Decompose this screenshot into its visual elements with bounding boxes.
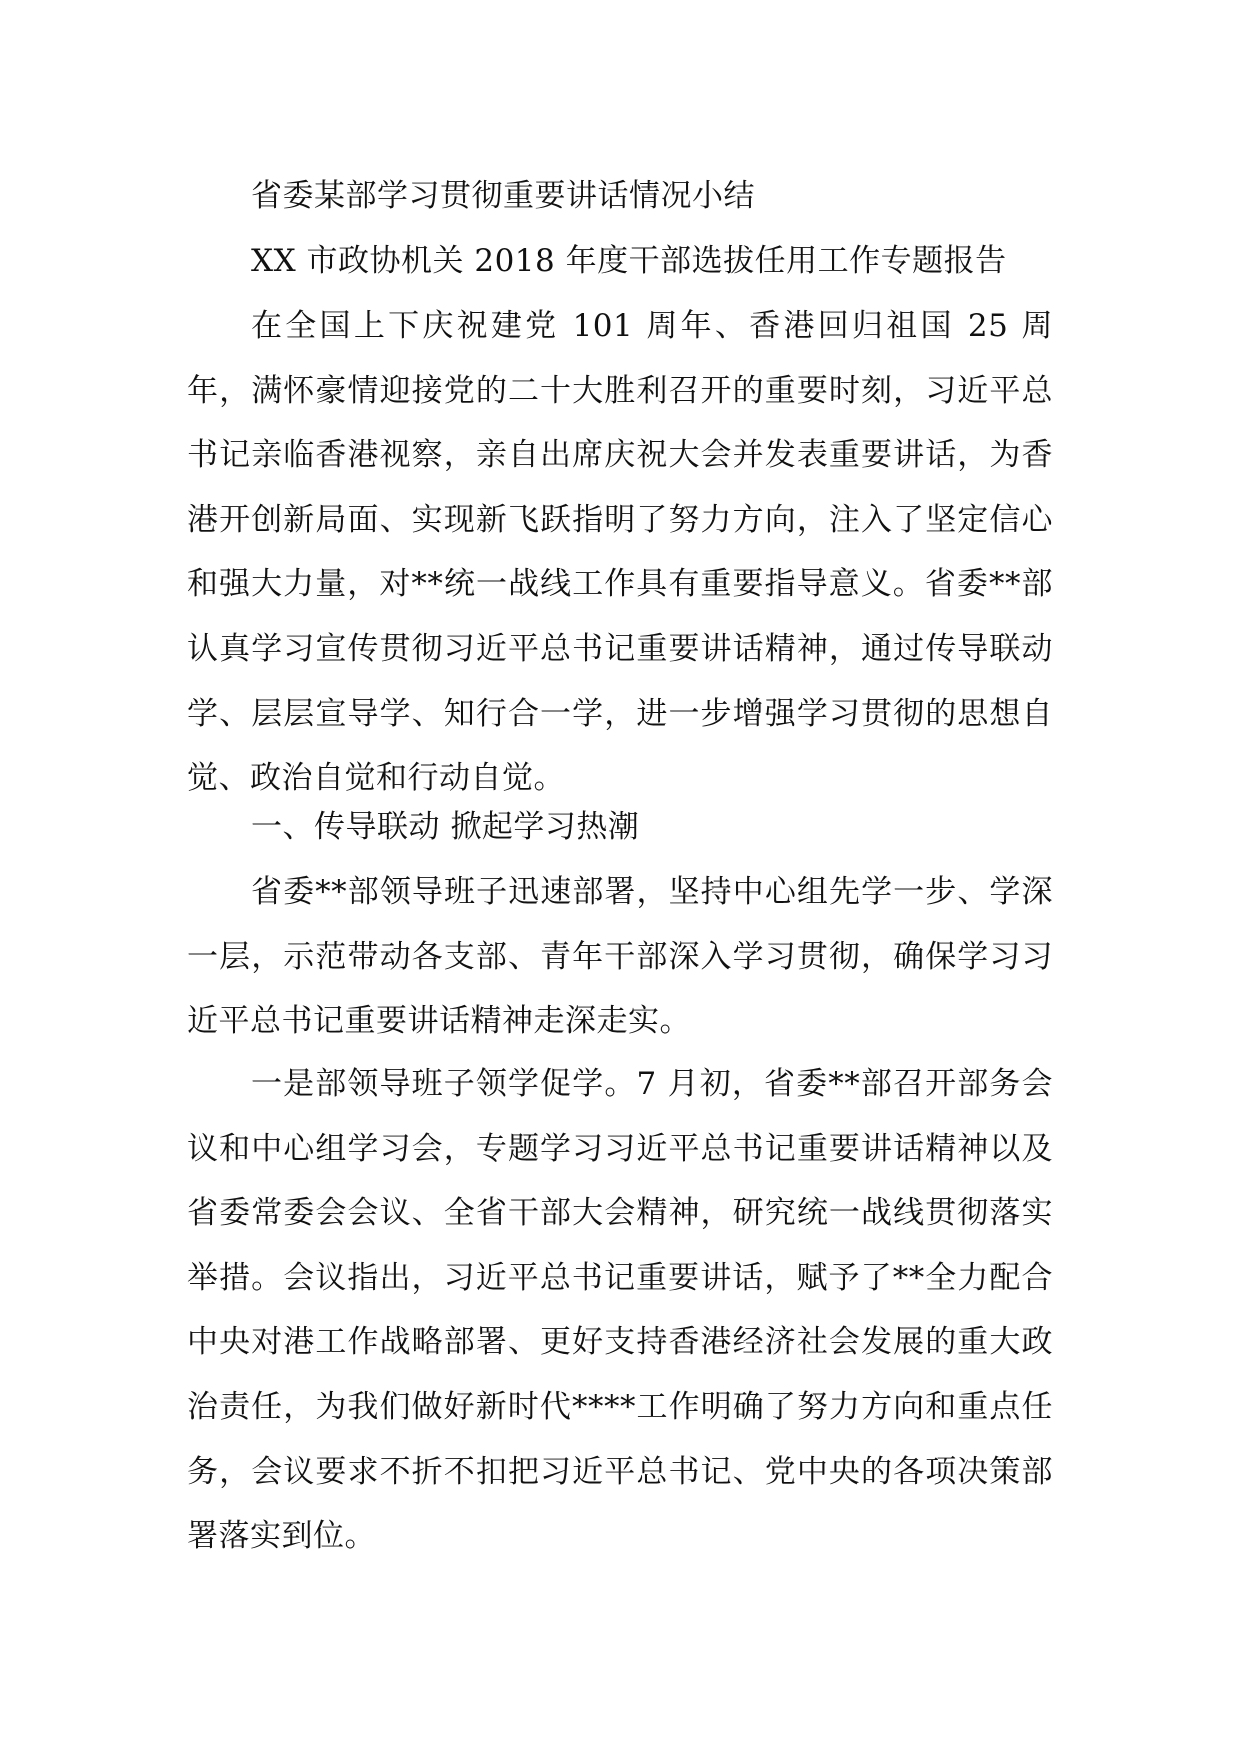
body-paragraph-leadership: 一是部领导班子领学促学。7 月初，省委**部召开部务会议和中心组学习会，专题学习习近平总书记重要讲话精神以及省委常委会会议、全省干部大会精神，研究统一战线贯彻落实举措。会议指出，习近平总书记重要讲话，赋予了**全力配合中央对港工作战略部署、更好支持香港经济社会发展的重大政治责任，为我们做好新时代****工作明确了努力方向和重点任务，会议要求不折不扣把习近平总书记、党中央的各项决策部署落实到位。 [187, 1066, 1053, 1555]
body-paragraph-intro: 在全国上下庆祝建党 101 周年、香港回归祖国 25 周年，满怀豪情迎接党的二十大胜利召开的重要时刻，习近平总书记亲临香港视察，亲自出席庆祝大会并发表重要讲话，为香港开创新局面、实现新飞跃指明了努力方向，注入了坚定信心和强大力量，对**统一战线工作具有重要指导意义。省委**部认真学习宣传贯彻习近平总书记重要讲话精神，通过传导联动学、层层宣导学、知行合一学，进一步增强学习贯彻的思想自觉、政治自觉和行动自觉。 [187, 308, 1053, 797]
document-subtitle: XX 市政协机关 2018 年度干部选拔任用工作专题报告 [251, 243, 1007, 279]
document-title: 省委某部学习贯彻重要讲话情况小结 [251, 178, 755, 214]
body-paragraph-section-1: 省委**部领导班子迅速部署，坚持中心组先学一步、学深一层，示范带动各支部、青年干部深入学习贯彻，确保学习习近平总书记重要讲话精神走深走实。 [187, 874, 1053, 1040]
section-heading-1: 一、传导联动 掀起学习热潮 [251, 809, 640, 845]
